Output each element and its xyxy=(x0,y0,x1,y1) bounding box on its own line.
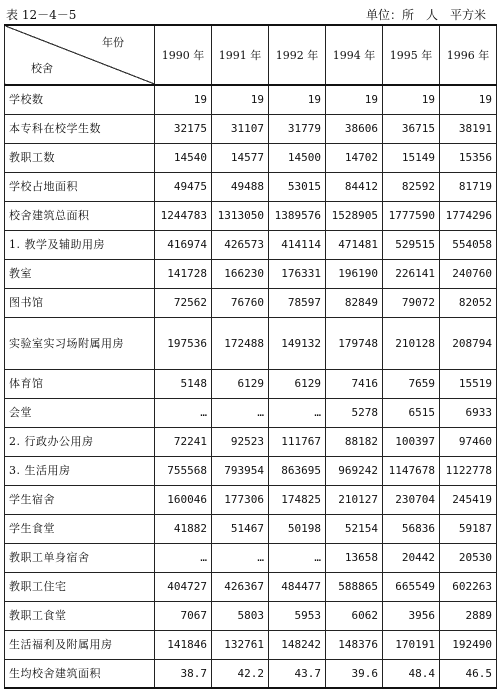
value-cell: 19 xyxy=(212,85,269,114)
value-cell: 14500 xyxy=(269,143,326,172)
value-cell: 793954 xyxy=(212,456,269,485)
value-cell: 665549 xyxy=(383,572,440,601)
value-cell: 1777590 xyxy=(383,201,440,230)
value-cell: 6515 xyxy=(383,398,440,427)
corner-header xyxy=(5,25,155,85)
row-label: 图书馆 xyxy=(5,288,155,317)
value-cell: … xyxy=(269,398,326,427)
value-cell: 240760 xyxy=(440,259,497,288)
value-cell: 208794 xyxy=(440,317,497,369)
value-cell: 160046 xyxy=(155,485,212,514)
table-row xyxy=(5,143,497,172)
value-cell: 38.7 xyxy=(155,659,212,688)
statistics-table xyxy=(4,24,497,689)
value-cell: 149132 xyxy=(269,317,326,369)
table-row xyxy=(5,398,497,427)
table-caption-bar xyxy=(0,4,500,24)
row-label: 2. 行政办公用房 xyxy=(5,427,155,456)
value-cell: 82052 xyxy=(440,288,497,317)
value-cell: 20442 xyxy=(383,543,440,572)
value-cell: 172488 xyxy=(212,317,269,369)
value-cell: 49488 xyxy=(212,172,269,201)
value-cell: 92523 xyxy=(212,427,269,456)
table-row xyxy=(5,456,497,485)
value-cell: 148376 xyxy=(326,630,383,659)
value-cell: 174825 xyxy=(269,485,326,514)
value-cell: … xyxy=(269,543,326,572)
row-label: 学校占地面积 xyxy=(5,172,155,201)
row-label: 会堂 xyxy=(5,398,155,427)
value-cell: … xyxy=(212,543,269,572)
value-cell: 1147678 xyxy=(383,456,440,485)
value-cell: 141846 xyxy=(155,630,212,659)
value-cell: 863695 xyxy=(269,456,326,485)
value-cell: 5803 xyxy=(212,601,269,630)
value-cell: 14577 xyxy=(212,143,269,172)
value-cell: 31779 xyxy=(269,114,326,143)
value-cell: 2889 xyxy=(440,601,497,630)
value-cell: 6062 xyxy=(326,601,383,630)
value-cell: 82592 xyxy=(383,172,440,201)
value-cell: 588865 xyxy=(326,572,383,601)
value-cell: 52154 xyxy=(326,514,383,543)
value-cell: 148242 xyxy=(269,630,326,659)
value-cell: 132761 xyxy=(212,630,269,659)
year-header: 1990 年 xyxy=(155,25,212,85)
unit-label: 单位：所 人 平方米 xyxy=(365,8,486,22)
value-cell: 39.6 xyxy=(326,659,383,688)
row-label: 教职工单身宿舍 xyxy=(5,543,155,572)
value-cell: 602263 xyxy=(440,572,497,601)
value-cell: 176331 xyxy=(269,259,326,288)
value-cell: 210128 xyxy=(383,317,440,369)
table-row xyxy=(5,427,497,456)
table-row xyxy=(5,572,497,601)
value-cell: 192490 xyxy=(440,630,497,659)
value-cell: 15149 xyxy=(383,143,440,172)
table-row xyxy=(5,601,497,630)
table-row xyxy=(5,514,497,543)
row-label: 校舍建筑总面积 xyxy=(5,201,155,230)
value-cell: 38606 xyxy=(326,114,383,143)
corner-building-label: 校舍 xyxy=(31,62,53,75)
value-cell: 484477 xyxy=(269,572,326,601)
value-cell: 19 xyxy=(269,85,326,114)
value-cell: 19 xyxy=(440,85,497,114)
table-row xyxy=(5,317,497,369)
value-cell: 31107 xyxy=(212,114,269,143)
value-cell: 426367 xyxy=(212,572,269,601)
row-label: 3. 生活用房 xyxy=(5,456,155,485)
row-label: 教职工住宅 xyxy=(5,572,155,601)
value-cell: 226141 xyxy=(383,259,440,288)
value-cell: 53015 xyxy=(269,172,326,201)
value-cell: 1244783 xyxy=(155,201,212,230)
value-cell: 197536 xyxy=(155,317,212,369)
value-cell: 7067 xyxy=(155,601,212,630)
value-cell: 51467 xyxy=(212,514,269,543)
value-cell: 230704 xyxy=(383,485,440,514)
value-cell: 210127 xyxy=(326,485,383,514)
table-row xyxy=(5,259,497,288)
value-cell: 1774296 xyxy=(440,201,497,230)
value-cell: 6129 xyxy=(212,369,269,398)
year-header: 1995 年 xyxy=(383,25,440,85)
value-cell: 84412 xyxy=(326,172,383,201)
value-cell: 19 xyxy=(326,85,383,114)
value-cell: … xyxy=(212,398,269,427)
value-cell: 19 xyxy=(383,85,440,114)
value-cell: 471481 xyxy=(326,230,383,259)
value-cell: 88182 xyxy=(326,427,383,456)
value-cell: 1389576 xyxy=(269,201,326,230)
value-cell: 6129 xyxy=(269,369,326,398)
value-cell: 969242 xyxy=(326,456,383,485)
value-cell: 41882 xyxy=(155,514,212,543)
row-label: 教职工数 xyxy=(5,143,155,172)
value-cell: 78597 xyxy=(269,288,326,317)
value-cell: 6933 xyxy=(440,398,497,427)
year-header: 1994 年 xyxy=(326,25,383,85)
value-cell: 49475 xyxy=(155,172,212,201)
value-cell: 245419 xyxy=(440,485,497,514)
year-header: 1996 年 xyxy=(440,25,497,85)
value-cell: 56836 xyxy=(383,514,440,543)
value-cell: 50198 xyxy=(269,514,326,543)
value-cell: 59187 xyxy=(440,514,497,543)
value-cell: 416974 xyxy=(155,230,212,259)
value-cell: 5278 xyxy=(326,398,383,427)
value-cell: 32175 xyxy=(155,114,212,143)
table-body xyxy=(5,85,497,688)
value-cell: 36715 xyxy=(383,114,440,143)
year-header: 1992 年 xyxy=(269,25,326,85)
value-cell: 72562 xyxy=(155,288,212,317)
value-cell: 14540 xyxy=(155,143,212,172)
corner-year-label: 年份 xyxy=(102,36,124,49)
value-cell: … xyxy=(155,398,212,427)
row-label: 生活福利及附属用房 xyxy=(5,630,155,659)
value-cell: 14702 xyxy=(326,143,383,172)
row-label: 学校数 xyxy=(5,85,155,114)
row-label: 生均校舍建筑面积 xyxy=(5,659,155,688)
value-cell: 76760 xyxy=(212,288,269,317)
value-cell: 414114 xyxy=(269,230,326,259)
value-cell: 554058 xyxy=(440,230,497,259)
value-cell: 111767 xyxy=(269,427,326,456)
row-label: 1. 教学及辅助用房 xyxy=(5,230,155,259)
table-row xyxy=(5,114,497,143)
value-cell: 100397 xyxy=(383,427,440,456)
year-header: 1991 年 xyxy=(212,25,269,85)
table-row xyxy=(5,485,497,514)
row-label: 本专科在校学生数 xyxy=(5,114,155,143)
value-cell: 42.2 xyxy=(212,659,269,688)
value-cell: 179748 xyxy=(326,317,383,369)
table-row xyxy=(5,85,497,114)
value-cell: 46.5 xyxy=(440,659,497,688)
value-cell: 5148 xyxy=(155,369,212,398)
value-cell: 48.4 xyxy=(383,659,440,688)
value-cell: 82849 xyxy=(326,288,383,317)
value-cell: 166230 xyxy=(212,259,269,288)
value-cell: 196190 xyxy=(326,259,383,288)
row-label: 实验室实习场附属用房 xyxy=(5,317,155,369)
value-cell: 15356 xyxy=(440,143,497,172)
value-cell: 1122778 xyxy=(440,456,497,485)
table-row xyxy=(5,288,497,317)
value-cell: … xyxy=(155,543,212,572)
value-cell: 97460 xyxy=(440,427,497,456)
row-label: 学生食堂 xyxy=(5,514,155,543)
table-row xyxy=(5,230,497,259)
row-label: 教职工食堂 xyxy=(5,601,155,630)
header-row xyxy=(5,25,497,85)
value-cell: 755568 xyxy=(155,456,212,485)
value-cell: 79072 xyxy=(383,288,440,317)
value-cell: 426573 xyxy=(212,230,269,259)
value-cell: 177306 xyxy=(212,485,269,514)
value-cell: 19 xyxy=(155,85,212,114)
table-row xyxy=(5,201,497,230)
table-row xyxy=(5,543,497,572)
value-cell: 15519 xyxy=(440,369,497,398)
value-cell: 3956 xyxy=(383,601,440,630)
row-label: 教室 xyxy=(5,259,155,288)
value-cell: 141728 xyxy=(155,259,212,288)
table-row xyxy=(5,659,497,688)
value-cell: 1313050 xyxy=(212,201,269,230)
table-id: 表 12－4－5 xyxy=(6,8,77,22)
value-cell: 13658 xyxy=(326,543,383,572)
value-cell: 1528905 xyxy=(326,201,383,230)
value-cell: 7416 xyxy=(326,369,383,398)
row-label: 体育馆 xyxy=(5,369,155,398)
value-cell: 529515 xyxy=(383,230,440,259)
table-row xyxy=(5,369,497,398)
value-cell: 38191 xyxy=(440,114,497,143)
value-cell: 170191 xyxy=(383,630,440,659)
table-row xyxy=(5,172,497,201)
value-cell: 5953 xyxy=(269,601,326,630)
value-cell: 81719 xyxy=(440,172,497,201)
value-cell: 20530 xyxy=(440,543,497,572)
value-cell: 72241 xyxy=(155,427,212,456)
value-cell: 43.7 xyxy=(269,659,326,688)
value-cell: 7659 xyxy=(383,369,440,398)
row-label: 学生宿舍 xyxy=(5,485,155,514)
value-cell: 404727 xyxy=(155,572,212,601)
